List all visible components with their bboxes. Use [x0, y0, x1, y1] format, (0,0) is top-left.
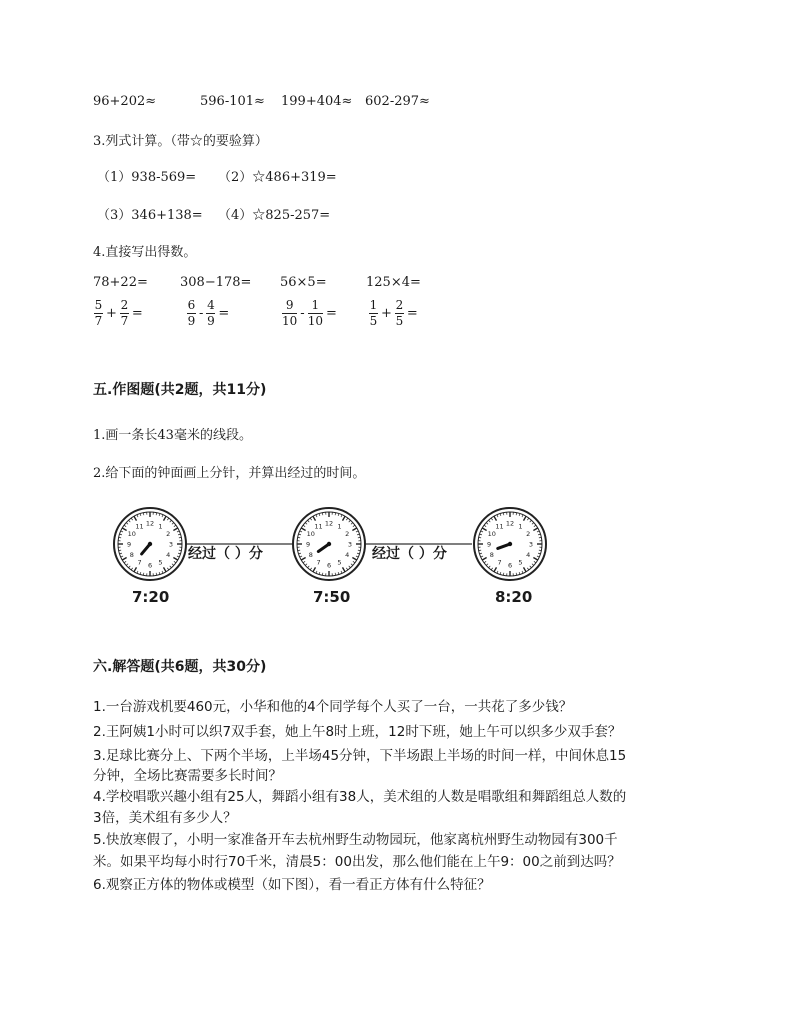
clock-numeral: 9	[305, 540, 311, 549]
clock-numeral: 2	[526, 530, 531, 538]
q4-item: 308−178=	[180, 275, 252, 290]
operator: +	[381, 306, 392, 321]
clock-numeral: 12	[145, 519, 155, 528]
clock-numeral: 1	[337, 522, 342, 531]
clock-numeral: 10	[487, 530, 496, 538]
clock-numeral: 2	[345, 530, 350, 538]
problem-line: 2.王阿姨1小时可以织7双手套，她上午8时上班，12时下班，她上午可以织多少双手套？	[93, 724, 622, 740]
clock-face-icon	[474, 508, 546, 580]
clock-face-icon	[114, 508, 186, 580]
q4-title: 4.直接写出得数。	[93, 245, 197, 260]
denominator: 5	[395, 314, 404, 328]
clock-diagram	[110, 500, 570, 600]
q3-item: （3）346+138=	[97, 208, 203, 223]
section-heading: 五.作图题(共2题，共11分)	[93, 382, 267, 398]
estimate-item: 96+202≈	[93, 94, 157, 109]
clock-numeral: 11	[135, 522, 144, 531]
q4-item: 125×4=	[366, 275, 421, 290]
numerator: 2	[120, 298, 129, 312]
clock-numeral: 11	[495, 522, 504, 531]
clock-numeral: 3	[347, 540, 353, 549]
question-text: 1.画一条长43毫米的线段。	[93, 428, 252, 443]
elapsed-label: 经过（ ）分	[188, 546, 263, 562]
clock-time-label: 8:20	[495, 588, 533, 606]
clock-numeral: 5	[337, 558, 342, 567]
numerator: 1	[311, 298, 320, 312]
clock-numeral: 6	[507, 561, 513, 570]
equals-sign: =	[406, 306, 418, 321]
problem-line: 3.足球比赛分上、下两个半场，上半场45分钟，下半场跟上半场的时间一样，中间休息15	[93, 748, 627, 764]
clock-face-icon	[293, 508, 365, 580]
clock-numeral: 3	[168, 540, 174, 549]
clock-numeral: 12	[505, 519, 515, 528]
fraction-expression	[368, 298, 420, 329]
clock-numeral: 7	[137, 558, 142, 567]
clock-numeral: 9	[486, 540, 492, 549]
denominator: 9	[187, 314, 196, 328]
clock-numeral: 7	[316, 558, 321, 567]
clock-numeral: 7	[497, 558, 502, 567]
problem-line: 3倍，美术组有多少人？	[93, 810, 237, 826]
question-text: 2.给下面的钟面画上分针，并算出经过的时间。	[93, 466, 366, 481]
clock-numeral: 1	[158, 522, 163, 531]
clock-numeral: 12	[324, 519, 334, 528]
clock-numeral: 4	[345, 551, 350, 559]
fraction-expression	[281, 298, 339, 329]
problem-line: 6.观察正方体的物体或模型（如下图），看一看正方体有什么特征？	[93, 877, 491, 893]
clock-numeral: 4	[166, 551, 171, 559]
clock-time-label: 7:20	[132, 588, 170, 606]
operator: +	[106, 306, 117, 321]
clock-numeral: 10	[306, 530, 315, 538]
equals-sign: =	[131, 306, 143, 321]
clock-numeral: 5	[158, 558, 163, 567]
q3-item: （1）938-569=	[97, 170, 197, 185]
clock-numeral: 2	[166, 530, 171, 538]
clock-numeral: 6	[326, 561, 332, 570]
clock-numeral: 11	[314, 522, 323, 531]
estimate-row	[93, 94, 430, 109]
clock-numeral: 8	[129, 551, 134, 559]
operator: -	[199, 306, 204, 321]
clock-numeral: 4	[526, 551, 531, 559]
clock-numeral: 8	[489, 551, 494, 559]
estimate-item: 596-101≈	[200, 94, 265, 109]
denominator: 7	[94, 314, 103, 328]
clock-numeral: 3	[528, 540, 534, 549]
denominator: 9	[207, 314, 215, 328]
equals-sign: =	[218, 306, 230, 321]
clock-numeral: 1	[518, 522, 523, 531]
numerator: 1	[369, 298, 378, 312]
problem-line: 米。如果平均每小时行70千米，清晨5：00出发，那么他们能在上午9：00之前到达吗？	[93, 854, 621, 870]
equals-sign: =	[325, 306, 337, 321]
numerator: 5	[94, 298, 103, 312]
problem-line: 分钟，全场比赛需要多长时间？	[93, 768, 282, 784]
denominator: 7	[120, 314, 129, 328]
fraction-expression	[93, 298, 145, 329]
operator: -	[300, 306, 305, 321]
fraction-expression	[186, 298, 231, 329]
numerator: 2	[395, 298, 404, 312]
elapsed-label: 经过（ ）分	[372, 546, 447, 562]
problem-line: 1.一台游戏机要460元，小华和他的4个同学每个人买了一台，一共花了多少钱？	[93, 699, 573, 715]
numerator: 4	[207, 298, 215, 312]
clock-numeral: 6	[147, 561, 153, 570]
clock-numeral: 10	[127, 530, 136, 538]
estimate-item: 199+404≈	[281, 94, 353, 109]
q3-item: （4）☆825-257=	[218, 208, 331, 223]
q4-item: 56×5=	[280, 275, 327, 290]
q4-item: 78+22=	[93, 275, 148, 290]
estimate-item: 602-297≈	[365, 94, 430, 109]
numerator: 9	[285, 298, 294, 312]
clock-numeral: 9	[126, 540, 132, 549]
denominator: 10	[282, 314, 298, 328]
problem-line: 4.学校唱歌兴趣小组有25人，舞蹈小组有38人，美术组的人数是唱歌组和舞蹈组总人数的	[93, 789, 627, 805]
clock-time-label: 7:50	[313, 588, 351, 606]
clock-numeral: 8	[308, 551, 313, 559]
denominator: 5	[369, 314, 378, 328]
numerator: 6	[187, 298, 196, 312]
q3-item: （2）☆486+319=	[218, 170, 337, 185]
denominator: 10	[307, 314, 323, 328]
clock-numeral: 5	[518, 558, 523, 567]
problem-line: 5.快放寒假了，小明一家准备开车去杭州野生动物园玩，他家离杭州野生动物园有300千	[93, 832, 618, 848]
q3-title: 3.列式计算。（带☆的要验算）	[93, 134, 268, 149]
section-heading: 六.解答题(共6题，共30分)	[93, 659, 267, 675]
